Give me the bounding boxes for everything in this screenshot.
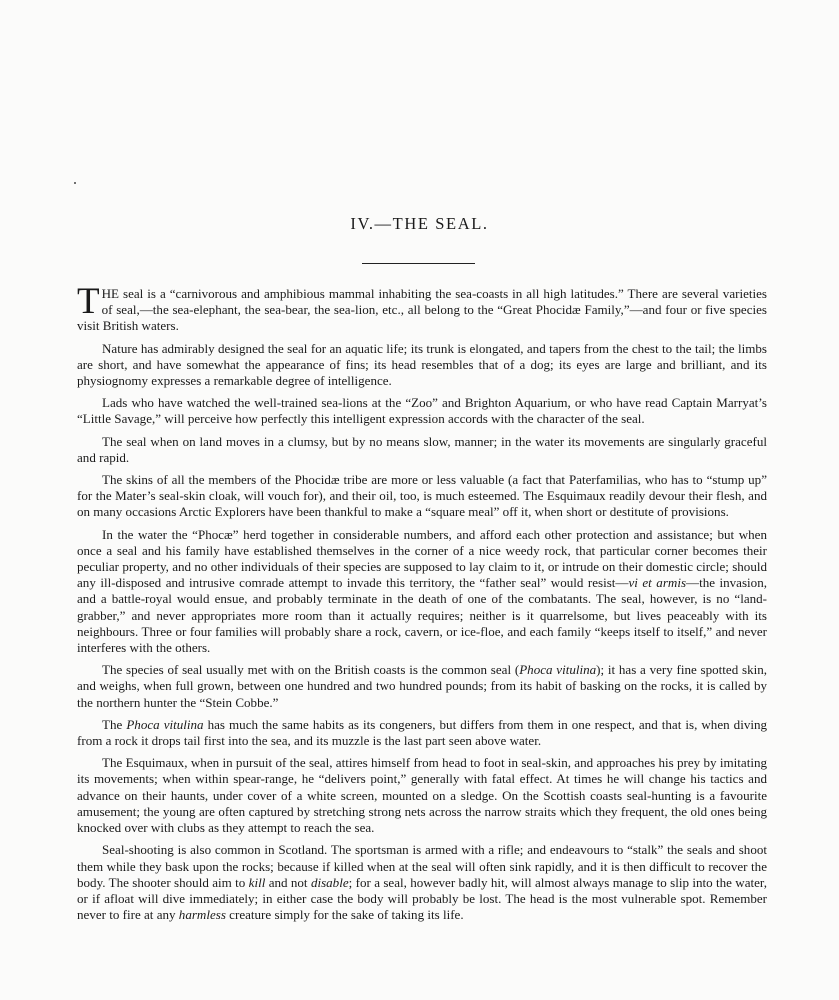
paragraph-8: [77, 717, 767, 749]
paragraph-6-text-c: —the invasion, and a battle-royal would ensue, and probably terminate in the death of one of the combatants. The seal, however, is no “land-grabber,” and never appropriates more room than it actually requires; neither is it quarrelsome, but lives peaceably with its neighbours. Three or four families will probably share a rock, cavern, or ice-floe, and each family “keeps itself to itself,” and never interferes with the others.: [77, 575, 767, 656]
paragraph-6-text-a: In the water the “Phocæ” herd together in considerable numbers, and afford each other protection and assistance; but when once a seal and his family have established themselves in the corner of a nice weedy rock, that particular corner becomes their peculiar property, and no other individuals of their species are supposed to lay claim to it, or intrude on their domestic circle; should any ill-disposed and intrusive comrade attempt to invade this territory, the “father seal” would resist—: [77, 526, 767, 591]
emphasis-harmless: harmless: [178, 907, 226, 923]
paragraph-4: The seal when on land moves in a clumsy, but by no means slow, manner; in the water its movements are singularly graceful and rapid.: [77, 433, 767, 465]
chapter-body: [77, 281, 768, 929]
paragraph-5: The skins of all the members of the Phocidæ tribe are more or less valuable (a fact that Paterfamilias, who has to “stump up” for the Mater’s seal-skin cloak, will vouch for), and their oil, too, is much esteemed. The Esquimaux readily devour their flesh, and on many occasions Arctic Explorers have been thankful to make a “square meal” off it, when short or destitute of provisions.: [77, 472, 767, 520]
paragraph-9: The Esquimaux, when in pursuit of the seal, attires himself from head to foot in seal-skin, and approaches his prey by imitating its movements; when within spear-range, he “delivers point,” generally with fatal effect. At times he will change his tactics and advance on their haunts, under cover of a white screen, mounted on a sledge. On the Scottish coasts seal-hunting is a favourite amusement; the young are often captured by stretching strong nets across the narrow straits which they frequent, the old ones being knocked over with clubs as they attempt to reach the sea.: [77, 755, 767, 836]
chapter-title: IV.—THE SEAL.: [350, 214, 489, 233]
paragraph-10: [77, 842, 767, 923]
paragraph-10-text-e: ; for a seal, however badly hit, will almost always manage to slip into the water, or if afloat will dive immediately; in either case the body will probably be lost. The head is the most vulnerable spot. Remember never to fire at any: [77, 874, 768, 923]
paragraph-8-text-a: The: [102, 716, 127, 732]
title-rule: [362, 263, 475, 264]
paragraph-8-text-c: has much the same habits as its congeners, but differs from them in one respect, and that is, when diving from a rock it drops tail first into the sea, and its muzzle is the last part seen above water.: [77, 716, 768, 749]
paragraph-7-text-c: ); it has a very fine spotted skin, and weighs, when full grown, between one hundred and two hundred pounds; from its habit of basking on the rocks, it is called by the northern hunter the “Stein Cobbe.”: [77, 662, 768, 710]
drop-cap: T: [77, 281, 100, 322]
latin-phrase: vi et armis: [628, 575, 687, 591]
paragraph-7-text-a: The species of seal usually met with on the British coasts is the common seal (: [102, 662, 520, 678]
paragraph-10-text-g: creature simply for the sake of taking its life.: [225, 907, 464, 923]
paragraph-10-text-c: and not: [265, 874, 311, 890]
paragraph-6: [77, 527, 767, 657]
species-name: Phoca vitulina: [519, 662, 597, 678]
paragraph-2: Nature has admirably designed the seal for an aquatic life; its trunk is elongated, and tapers from the chest to the tail; the limbs are short, and have somewhat the appearance of fins; its head resembles that of a dog; its eyes are large and brilliant, and its physiognomy expresses a remarkable degree of intelligence.: [77, 340, 767, 389]
species-name-2: Phoca vitulina: [126, 716, 204, 732]
emphasis-kill: kill: [248, 874, 266, 890]
paragraph-10-text-a: Seal-shooting is also common in Scotland. The sportsman is armed with a rifle; and endeavours to “stalk” the seals and shoot them while they bask upon the rocks; because if killed when at the seal will often sink rapidly, and it is then difficult to recover the body. The shooter should aim to: [77, 842, 767, 890]
paragraph-7: [77, 662, 767, 711]
paragraph-1-text: HE seal is a “carnivorous and amphibious mammal inhabiting the sea-coasts in all high latitudes.” There are several varieties of seal,—the sea-elephant, the sea-bear, the sea-lion, etc., all belong to the “Great Phocidæ Family,”—and four or five species visit British waters.: [77, 286, 767, 334]
paragraph-3: Lads who have watched the well-trained sea-lions at the “Zoo” and Brighton Aquarium, or who have read Captain Marryat’s “Little Savage,” will perceive how perfectly this intelligent expression accords with the character of the seal.: [77, 395, 767, 427]
paragraph-1: [77, 281, 767, 335]
ink-speck: [74, 182, 76, 184]
emphasis-disable: disable: [310, 874, 349, 890]
